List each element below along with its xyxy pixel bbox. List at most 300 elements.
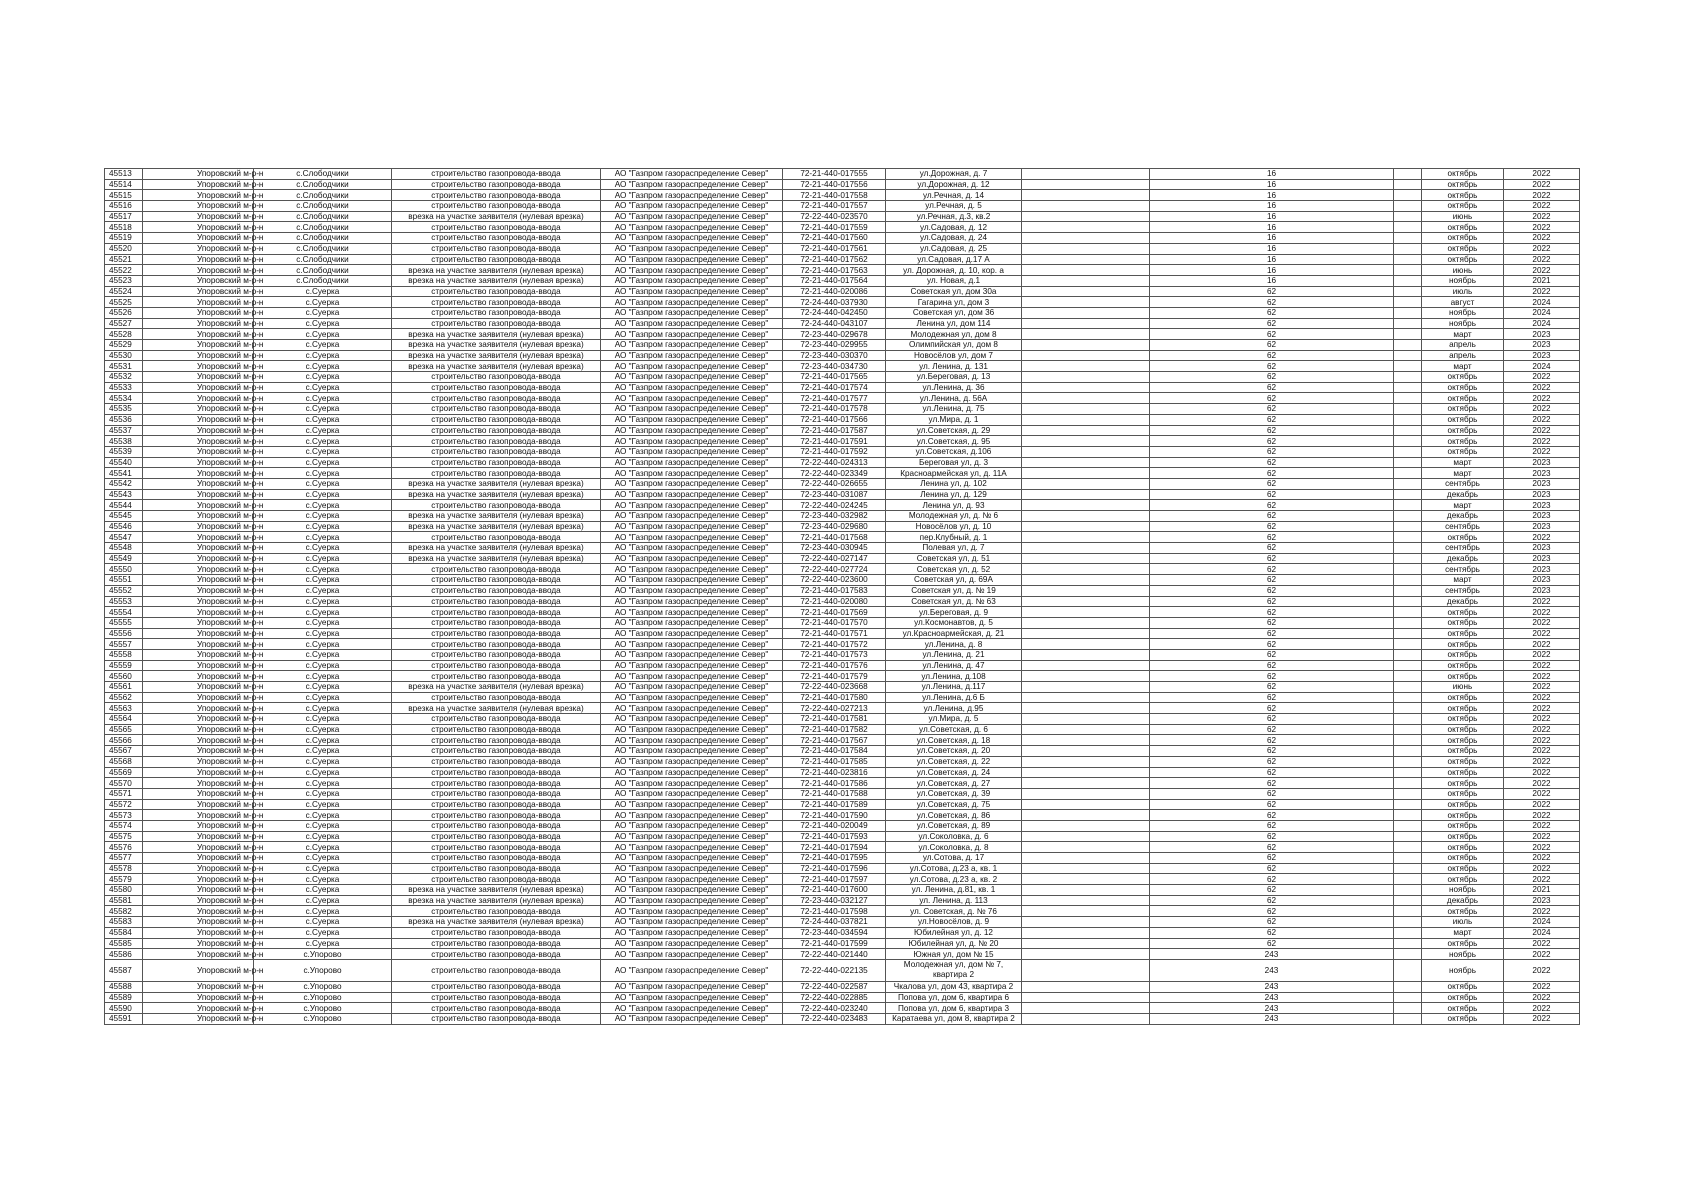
month-cell: октябрь	[1422, 820, 1504, 831]
district-cell: Упоровский м-р-н	[143, 788, 254, 799]
quantity-cell: 62	[1150, 489, 1394, 500]
empty-cell	[1022, 564, 1150, 575]
settlement-cell: с.Суерка	[254, 607, 392, 618]
district-cell: Упоровский м-р-н	[143, 820, 254, 831]
settlement-cell: с.Суерка	[254, 372, 392, 383]
month-cell: октябрь	[1422, 414, 1504, 425]
empty-cell	[1022, 649, 1150, 660]
year-cell: 2022	[1504, 756, 1580, 767]
year-cell: 2022	[1504, 959, 1580, 981]
work-type-cell: строительство газопровода-ввода	[392, 842, 601, 853]
quantity-cell: 62	[1150, 767, 1394, 778]
table-row	[105, 179, 1580, 190]
table-row	[105, 735, 1580, 746]
year-cell: 2022	[1504, 831, 1580, 842]
request-code-cell: 72-21-440-017584	[783, 746, 886, 757]
empty-cell	[1022, 521, 1150, 532]
address-cell: ул.Советская, д. 89	[886, 820, 1022, 831]
work-type-cell: строительство газопровода-ввода	[392, 788, 601, 799]
organization-cell: АО "Газпром газораспределение Север"	[601, 639, 783, 650]
year-cell: 2022	[1504, 649, 1580, 660]
year-cell: 2023	[1504, 575, 1580, 586]
month-cell: октябрь	[1422, 778, 1504, 789]
row-id-cell: 45536	[105, 414, 143, 425]
quantity-cell: 62	[1150, 425, 1394, 436]
organization-cell: АО "Газпром газораспределение Север"	[601, 457, 783, 468]
settlement-cell: с.Суерка	[254, 489, 392, 500]
request-code-cell: 72-22-440-023668	[783, 682, 886, 693]
year-cell: 2022	[1504, 767, 1580, 778]
empty-cell	[1394, 286, 1422, 297]
row-id-cell: 45549	[105, 553, 143, 564]
empty-cell	[1394, 746, 1422, 757]
empty-cell	[1394, 692, 1422, 703]
table-row	[105, 927, 1580, 938]
organization-cell: АО "Газпром газораспределение Север"	[601, 329, 783, 340]
month-cell: октябрь	[1422, 692, 1504, 703]
settlement-cell: с.Упорово	[254, 992, 392, 1003]
district-cell: Упоровский м-р-н	[143, 596, 254, 607]
table-row	[105, 532, 1580, 543]
settlement-cell: с.Слободчики	[254, 169, 392, 180]
request-code-cell: 72-22-440-027213	[783, 703, 886, 714]
settlement-cell: с.Суерка	[254, 660, 392, 671]
request-code-cell: 72-21-440-017570	[783, 617, 886, 628]
row-id-cell: 45585	[105, 938, 143, 949]
district-cell: Упоровский м-р-н	[143, 265, 254, 276]
district-cell: Упоровский м-р-н	[143, 692, 254, 703]
empty-cell	[1022, 372, 1150, 383]
address-cell: ул.Дорожная, д. 12	[886, 179, 1022, 190]
month-cell: декабрь	[1422, 511, 1504, 522]
table-row	[105, 211, 1580, 222]
address-cell: ул.Садовая, д. 24	[886, 233, 1022, 244]
request-code-cell: 72-21-440-017568	[783, 532, 886, 543]
work-type-cell: строительство газопровода-ввода	[392, 468, 601, 479]
empty-cell	[1022, 222, 1150, 233]
work-type-cell: врезка на участке заявителя (нулевая врезка)	[392, 521, 601, 532]
empty-cell	[1022, 169, 1150, 180]
empty-cell	[1394, 500, 1422, 511]
request-code-cell: 72-21-440-017555	[783, 169, 886, 180]
address-cell: ул.Ленина, д. 75	[886, 404, 1022, 415]
quantity-cell: 62	[1150, 938, 1394, 949]
request-code-cell: 72-24-440-037930	[783, 297, 886, 308]
table-row	[105, 446, 1580, 457]
table-row	[105, 992, 1580, 1003]
work-type-cell: врезка на участке заявителя (нулевая врезка)	[392, 265, 601, 276]
empty-cell	[1022, 885, 1150, 896]
quantity-cell: 62	[1150, 511, 1394, 522]
table-row	[105, 329, 1580, 340]
request-code-cell: 72-21-440-017567	[783, 735, 886, 746]
request-code-cell: 72-21-440-017591	[783, 436, 886, 447]
table-row	[105, 489, 1580, 500]
table-row	[105, 318, 1580, 329]
month-cell: октябрь	[1422, 436, 1504, 447]
address-cell: Советская ул, дом 30а	[886, 286, 1022, 297]
table-row	[105, 703, 1580, 714]
empty-cell	[1394, 575, 1422, 586]
row-id-cell: 45579	[105, 874, 143, 885]
organization-cell: АО "Газпром газораспределение Север"	[601, 553, 783, 564]
settlement-cell: с.Суерка	[254, 649, 392, 660]
organization-cell: АО "Газпром газораспределение Север"	[601, 810, 783, 821]
row-id-cell: 45532	[105, 372, 143, 383]
district-cell: Упоровский м-р-н	[143, 233, 254, 244]
empty-cell	[1022, 201, 1150, 212]
settlement-cell: с.Суерка	[254, 692, 392, 703]
work-type-cell: строительство газопровода-ввода	[392, 649, 601, 660]
address-cell: Красноармейская ул, д. 11А	[886, 468, 1022, 479]
settlement-cell: с.Суерка	[254, 425, 392, 436]
request-code-cell: 72-21-440-017583	[783, 585, 886, 596]
month-cell: ноябрь	[1422, 275, 1504, 286]
month-cell: октябрь	[1422, 938, 1504, 949]
year-cell: 2022	[1504, 906, 1580, 917]
month-cell: ноябрь	[1422, 885, 1504, 896]
month-cell: август	[1422, 297, 1504, 308]
empty-cell	[1394, 917, 1422, 928]
empty-cell	[1394, 724, 1422, 735]
quantity-cell: 62	[1150, 350, 1394, 361]
empty-cell	[1022, 414, 1150, 425]
request-code-cell: 72-24-440-037821	[783, 917, 886, 928]
organization-cell: АО "Газпром газораспределение Север"	[601, 660, 783, 671]
quantity-cell: 243	[1150, 1003, 1394, 1014]
table-row	[105, 511, 1580, 522]
district-cell: Упоровский м-р-н	[143, 500, 254, 511]
organization-cell: АО "Газпром газораспределение Север"	[601, 682, 783, 693]
settlement-cell: с.Суерка	[254, 585, 392, 596]
year-cell: 2022	[1504, 714, 1580, 725]
quantity-cell: 243	[1150, 1013, 1394, 1024]
month-cell: апрель	[1422, 350, 1504, 361]
empty-cell	[1022, 671, 1150, 682]
table-row	[105, 885, 1580, 896]
empty-cell	[1394, 714, 1422, 725]
request-code-cell: 72-21-440-017582	[783, 724, 886, 735]
empty-cell	[1394, 778, 1422, 789]
organization-cell: АО "Газпром газораспределение Север"	[601, 874, 783, 885]
organization-cell: АО "Газпром газораспределение Север"	[601, 350, 783, 361]
year-cell: 2022	[1504, 799, 1580, 810]
empty-cell	[1022, 585, 1150, 596]
address-cell: Советская ул, д. 69А	[886, 575, 1022, 586]
quantity-cell: 62	[1150, 692, 1394, 703]
month-cell: октябрь	[1422, 1003, 1504, 1014]
request-code-cell: 72-21-440-017585	[783, 756, 886, 767]
year-cell: 2022	[1504, 243, 1580, 254]
empty-cell	[1022, 746, 1150, 757]
table-row	[105, 254, 1580, 265]
month-cell: октябрь	[1422, 863, 1504, 874]
row-id-cell: 45516	[105, 201, 143, 212]
address-cell: ул.Ленина, д. 36	[886, 382, 1022, 393]
table-row	[105, 842, 1580, 853]
month-cell: июль	[1422, 917, 1504, 928]
work-type-cell: строительство газопровода-ввода	[392, 190, 601, 201]
work-type-cell: строительство газопровода-ввода	[392, 233, 601, 244]
year-cell: 2022	[1504, 682, 1580, 693]
settlement-cell: с.Слободчики	[254, 254, 392, 265]
year-cell: 2022	[1504, 660, 1580, 671]
address-cell: ул.Ленина, д.6 Б	[886, 692, 1022, 703]
organization-cell: АО "Газпром газораспределение Север"	[601, 543, 783, 554]
row-id-cell: 45564	[105, 714, 143, 725]
district-cell: Упоровский м-р-н	[143, 468, 254, 479]
district-cell: Упоровский м-р-н	[143, 895, 254, 906]
district-cell: Упоровский м-р-н	[143, 275, 254, 286]
work-type-cell: врезка на участке заявителя (нулевая врезка)	[392, 917, 601, 928]
work-type-cell: строительство газопровода-ввода	[392, 692, 601, 703]
empty-cell	[1022, 607, 1150, 618]
table-row	[105, 959, 1580, 981]
organization-cell: АО "Газпром газораспределение Север"	[601, 275, 783, 286]
month-cell: октябрь	[1422, 671, 1504, 682]
month-cell: сентябрь	[1422, 585, 1504, 596]
empty-cell	[1022, 211, 1150, 222]
table-row	[105, 222, 1580, 233]
year-cell: 2023	[1504, 457, 1580, 468]
request-code-cell: 72-21-440-020049	[783, 820, 886, 831]
organization-cell: АО "Газпром газораспределение Север"	[601, 478, 783, 489]
organization-cell: АО "Газпром газораспределение Север"	[601, 243, 783, 254]
row-id-cell: 45529	[105, 340, 143, 351]
empty-cell	[1022, 767, 1150, 778]
work-type-cell: строительство газопровода-ввода	[392, 927, 601, 938]
table-row	[105, 714, 1580, 725]
organization-cell: АО "Газпром газораспределение Север"	[601, 468, 783, 479]
quantity-cell: 62	[1150, 820, 1394, 831]
request-code-cell: 72-21-440-017573	[783, 649, 886, 660]
month-cell: март	[1422, 927, 1504, 938]
request-code-cell: 72-21-440-017592	[783, 446, 886, 457]
month-cell: октябрь	[1422, 382, 1504, 393]
year-cell: 2023	[1504, 489, 1580, 500]
empty-cell	[1394, 329, 1422, 340]
year-cell: 2022	[1504, 393, 1580, 404]
address-cell: Молодежная ул, дом № 7, квартира 2	[886, 959, 1022, 981]
quantity-cell: 62	[1150, 671, 1394, 682]
empty-cell	[1394, 949, 1422, 960]
table-row	[105, 307, 1580, 318]
organization-cell: АО "Газпром газораспределение Север"	[601, 393, 783, 404]
address-cell: ул. Советская, д. № 76	[886, 906, 1022, 917]
year-cell: 2022	[1504, 265, 1580, 276]
address-cell: ул.Береговая, д. 13	[886, 372, 1022, 383]
row-id-cell: 45517	[105, 211, 143, 222]
organization-cell: АО "Газпром газораспределение Север"	[601, 361, 783, 372]
settlement-cell: с.Суерка	[254, 297, 392, 308]
empty-cell	[1022, 233, 1150, 244]
address-cell: пер.Клубный, д. 1	[886, 532, 1022, 543]
table-row	[105, 1003, 1580, 1014]
settlement-cell: с.Суерка	[254, 478, 392, 489]
empty-cell	[1394, 788, 1422, 799]
request-code-cell: 72-21-440-017562	[783, 254, 886, 265]
table-row	[105, 799, 1580, 810]
year-cell: 2022	[1504, 735, 1580, 746]
row-id-cell: 45540	[105, 457, 143, 468]
empty-cell	[1394, 372, 1422, 383]
empty-cell	[1022, 895, 1150, 906]
row-id-cell: 45560	[105, 671, 143, 682]
empty-cell	[1022, 949, 1150, 960]
address-cell: Советская ул, д. № 19	[886, 585, 1022, 596]
row-id-cell: 45584	[105, 927, 143, 938]
district-cell: Упоровский м-р-н	[143, 767, 254, 778]
settlement-cell: с.Суерка	[254, 938, 392, 949]
request-code-cell: 72-21-440-020086	[783, 286, 886, 297]
settlement-cell: с.Слободчики	[254, 201, 392, 212]
organization-cell: АО "Газпром газораспределение Север"	[601, 895, 783, 906]
request-code-cell: 72-21-440-017581	[783, 714, 886, 725]
district-cell: Упоровский м-р-н	[143, 340, 254, 351]
month-cell: октябрь	[1422, 639, 1504, 650]
empty-cell	[1394, 243, 1422, 254]
address-cell: ул.Ленина, д.95	[886, 703, 1022, 714]
district-cell: Упоровский м-р-н	[143, 382, 254, 393]
work-type-cell: строительство газопровода-ввода	[392, 1003, 601, 1014]
work-type-cell: строительство газопровода-ввода	[392, 575, 601, 586]
row-id-cell: 45559	[105, 660, 143, 671]
empty-cell	[1394, 350, 1422, 361]
empty-cell	[1394, 382, 1422, 393]
month-cell: июнь	[1422, 265, 1504, 276]
request-code-cell: 72-24-440-043107	[783, 318, 886, 329]
table-row	[105, 414, 1580, 425]
address-cell: Ленина ул, д. 93	[886, 500, 1022, 511]
quantity-cell: 62	[1150, 714, 1394, 725]
row-id-cell: 45538	[105, 436, 143, 447]
request-code-cell: 72-22-440-024313	[783, 457, 886, 468]
empty-cell	[1022, 981, 1150, 992]
empty-cell	[1022, 511, 1150, 522]
settlement-cell: с.Суерка	[254, 318, 392, 329]
quantity-cell: 16	[1150, 222, 1394, 233]
row-id-cell: 45548	[105, 543, 143, 554]
work-type-cell: строительство газопровода-ввода	[392, 853, 601, 864]
empty-cell	[1022, 735, 1150, 746]
empty-cell	[1394, 959, 1422, 981]
year-cell: 2023	[1504, 543, 1580, 554]
empty-cell	[1394, 446, 1422, 457]
organization-cell: АО "Газпром газораспределение Север"	[601, 1003, 783, 1014]
year-cell: 2022	[1504, 596, 1580, 607]
empty-cell	[1022, 457, 1150, 468]
work-type-cell: строительство газопровода-ввода	[392, 286, 601, 297]
empty-cell	[1394, 820, 1422, 831]
table-row	[105, 478, 1580, 489]
empty-cell	[1022, 1003, 1150, 1014]
table-row	[105, 169, 1580, 180]
address-cell: ул. Ленина, д.81, кв. 1	[886, 885, 1022, 896]
organization-cell: АО "Газпром газораспределение Север"	[601, 885, 783, 896]
empty-cell	[1394, 639, 1422, 650]
table-row	[105, 917, 1580, 928]
organization-cell: АО "Газпром газораспределение Север"	[601, 340, 783, 351]
settlement-cell: с.Суерка	[254, 863, 392, 874]
year-cell: 2022	[1504, 724, 1580, 735]
settlement-cell: с.Упорово	[254, 1013, 392, 1024]
quantity-cell: 62	[1150, 564, 1394, 575]
settlement-cell: с.Суерка	[254, 831, 392, 842]
empty-cell	[1022, 660, 1150, 671]
request-code-cell: 72-21-440-017559	[783, 222, 886, 233]
row-id-cell: 45583	[105, 917, 143, 928]
month-cell: июнь	[1422, 211, 1504, 222]
row-id-cell: 45525	[105, 297, 143, 308]
year-cell: 2022	[1504, 436, 1580, 447]
quantity-cell: 62	[1150, 521, 1394, 532]
address-cell: Советская ул, д. 52	[886, 564, 1022, 575]
empty-cell	[1394, 981, 1422, 992]
year-cell: 2022	[1504, 617, 1580, 628]
district-cell: Упоровский м-р-н	[143, 949, 254, 960]
settlement-cell: с.Суерка	[254, 436, 392, 447]
work-type-cell: строительство газопровода-ввода	[392, 564, 601, 575]
district-cell: Упоровский м-р-н	[143, 639, 254, 650]
month-cell: октябрь	[1422, 788, 1504, 799]
month-cell: октябрь	[1422, 735, 1504, 746]
organization-cell: АО "Газпром газораспределение Север"	[601, 863, 783, 874]
empty-cell	[1394, 468, 1422, 479]
settlement-cell: с.Упорово	[254, 949, 392, 960]
empty-cell	[1022, 468, 1150, 479]
organization-cell: АО "Газпром газораспределение Север"	[601, 318, 783, 329]
request-code-cell: 72-22-440-023240	[783, 1003, 886, 1014]
row-id-cell: 45530	[105, 350, 143, 361]
address-cell: ул.Ленина, д.108	[886, 671, 1022, 682]
table-row	[105, 607, 1580, 618]
address-cell: ул.Советская, д. 20	[886, 746, 1022, 757]
request-code-cell: 72-21-440-017600	[783, 885, 886, 896]
quantity-cell: 62	[1150, 895, 1394, 906]
empty-cell	[1022, 543, 1150, 554]
month-cell: октябрь	[1422, 756, 1504, 767]
year-cell: 2022	[1504, 949, 1580, 960]
quantity-cell: 62	[1150, 628, 1394, 639]
work-type-cell: строительство газопровода-ввода	[392, 714, 601, 725]
request-code-cell: 72-23-440-030945	[783, 543, 886, 554]
settlement-cell: с.Суерка	[254, 671, 392, 682]
table-row	[105, 275, 1580, 286]
quantity-cell: 62	[1150, 831, 1394, 842]
settlement-cell: с.Суерка	[254, 393, 392, 404]
district-cell: Упоровский м-р-н	[143, 446, 254, 457]
row-id-cell: 45533	[105, 382, 143, 393]
request-code-cell: 72-21-440-017561	[783, 243, 886, 254]
empty-cell	[1022, 393, 1150, 404]
empty-cell	[1022, 254, 1150, 265]
address-cell: ул.Речная, д. 14	[886, 190, 1022, 201]
address-cell: ул.Советская, д. 18	[886, 735, 1022, 746]
district-cell: Упоровский м-р-н	[143, 169, 254, 180]
request-code-cell: 72-22-440-026655	[783, 478, 886, 489]
organization-cell: АО "Газпром газораспределение Север"	[601, 521, 783, 532]
address-cell: ул.Советская, д. 86	[886, 810, 1022, 821]
district-cell: Упоровский м-р-н	[143, 425, 254, 436]
quantity-cell: 62	[1150, 724, 1394, 735]
quantity-cell: 62	[1150, 553, 1394, 564]
district-cell: Упоровский м-р-н	[143, 714, 254, 725]
settlement-cell: с.Слободчики	[254, 265, 392, 276]
quantity-cell: 62	[1150, 478, 1394, 489]
empty-cell	[1022, 820, 1150, 831]
year-cell: 2024	[1504, 917, 1580, 928]
empty-cell	[1394, 617, 1422, 628]
